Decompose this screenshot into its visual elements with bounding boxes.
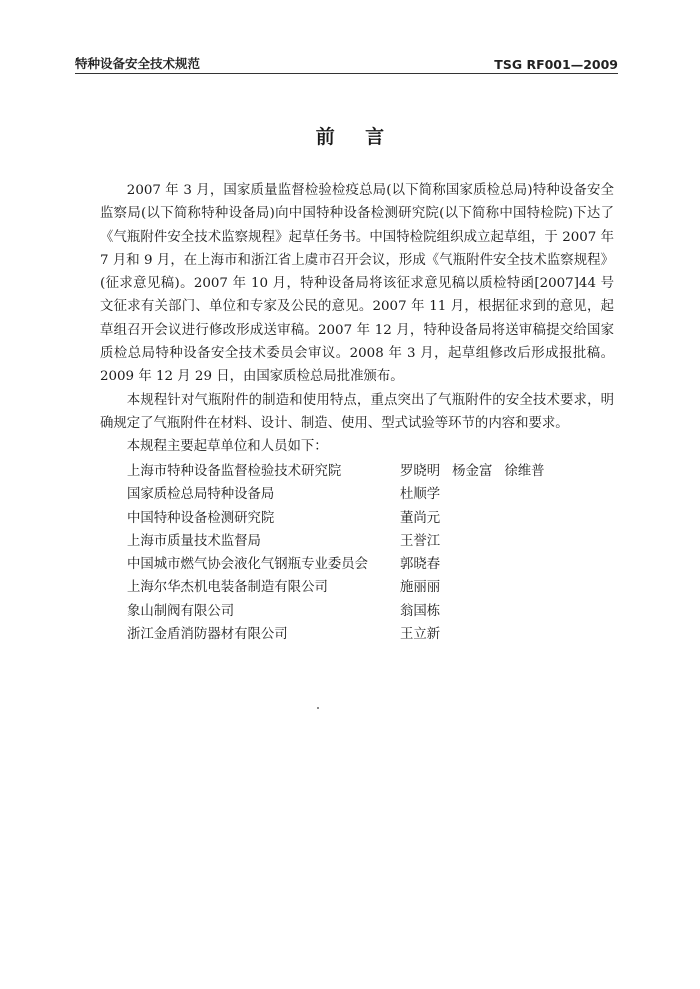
header-left: 特种设备安全技术规范 xyxy=(75,56,201,71)
drafter-people xyxy=(400,507,452,530)
drafter-unit: 上海市特种设备监督检验技术研究院 xyxy=(127,464,342,479)
drafter-unit: 国家质检总局特种设备局 xyxy=(127,487,275,503)
drafter-people xyxy=(400,460,557,483)
drafter-person: 杨金富 xyxy=(452,464,493,479)
drafter-person: 王立新 xyxy=(400,627,441,643)
drafter-row xyxy=(127,530,607,553)
drafter-person: 王誉江 xyxy=(400,533,441,549)
drafter-unit: 上海市质量技术监督局 xyxy=(127,533,261,549)
header-rule xyxy=(75,73,618,74)
paragraph: 本规程针对气瓶附件的制造和使用特点，重点突出了气瓶附件的安全技术要求，明确规定了气瓶附件在材料、设计、制造、使用、型式试验等环节的内容和要求。 xyxy=(100,392,614,431)
header-right: TSG RF001—2009 xyxy=(494,57,618,72)
drafter-row xyxy=(127,507,607,530)
drafter-person: 郭晓春 xyxy=(400,557,441,573)
drafter-people xyxy=(400,623,452,646)
drafter-unit: 浙江金盾消防器材有限公司 xyxy=(127,627,288,643)
drafter-unit: 象山制阀有限公司 xyxy=(127,603,235,619)
drafter-row xyxy=(127,600,607,623)
drafter-unit: 中国城市燃气协会液化气钢瓶专业委员会 xyxy=(127,557,369,573)
body-text xyxy=(100,179,614,459)
drafter-row xyxy=(127,553,607,576)
drafter-person: 罗晓明 xyxy=(400,464,441,479)
drafter-people xyxy=(400,600,452,623)
drafter-people xyxy=(400,483,452,506)
page-title: 前言 xyxy=(315,126,415,148)
drafter-row xyxy=(127,623,607,646)
drafter-person: 翁国栋 xyxy=(400,603,441,619)
drafter-row xyxy=(127,576,607,599)
paragraph: 2007 年 3 月，国家质量监督检验检疫总局(以下简称国家质检总局)特种设备安全监察局(以下简称特种设备局)向中国特种设备检测研究院(以下简称中国特检院)下达了《气瓶附件安全技术监察规程》起草任务书。中国特检院组织成立起草组，于 2007 年 7 月和 9 月，在上海市和浙江省上虞市召开会议，形成《气瓶附件安全技术监察规程》(征求意见稿)。2007 年 10 月，特种设备局将该征求意见稿以质检特函[2007]44 号文征求有关部门、单位和专家及公民的意见。2007 年 11 月，根据征求到的意见，起草组召开会议进行修改形成送审稿。2007 年 12 月，特种设备局将送审稿提交给国家质检总局特种设备安全技术委员会审议。2008 年 3 月，起草组修改后形成报批稿。2009 年 12 月 29 日，由国家质检总局批准颁布。 xyxy=(100,183,614,385)
page-header xyxy=(75,52,618,72)
drafter-people xyxy=(400,576,452,599)
drafter-people xyxy=(400,553,452,576)
drafter-row xyxy=(127,460,607,483)
drafter-people xyxy=(400,530,452,553)
paragraph: 本规程主要起草单位和人员如下： xyxy=(126,439,328,455)
drafter-person: 杜顺学 xyxy=(400,487,441,503)
drafter-unit: 上海尔华杰机电装备制造有限公司 xyxy=(127,580,328,596)
scan-dot xyxy=(317,707,319,709)
drafter-row xyxy=(127,483,607,506)
drafters-list xyxy=(127,460,607,646)
drafter-unit: 中国特种设备检测研究院 xyxy=(127,510,275,526)
drafter-person: 徐维普 xyxy=(504,464,545,479)
drafter-person: 施丽丽 xyxy=(400,580,441,596)
drafter-person: 董尚元 xyxy=(400,510,441,526)
